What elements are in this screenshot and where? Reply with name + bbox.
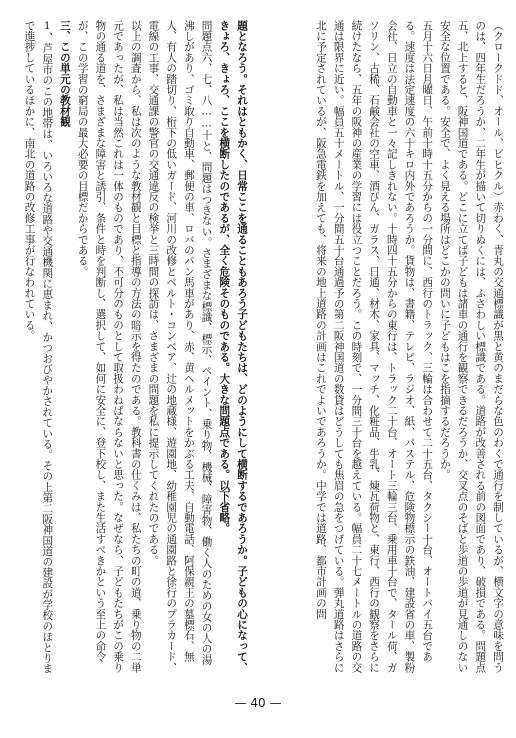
paragraph: 問題点六、七、八……十と、問題はつきない。さまざまな標識、標示、ペイント、乗り物、機械、障害物、働く人のための女の人の湯沸しがあり、ゴミ取り自動車、郵便の車、ロバのパン馬車があり、赤、黄ヘルメットをかぶる工夫、自動電話、阿保親王の墓標石、無人、有人の踏切り、桁下の低いガード、河川の改修とベルト・コンベア、辻の地蔵様、遊園地、幼稚園児の通園路と徐行のプラカード、電線の工事、交通課の警官の交通違反の検挙と三時間の探訪は、さまざまの問題を私に提示してくれたのである。 xyxy=(147,20,213,673)
left-text-column xyxy=(10,20,250,675)
right-text-column xyxy=(268,20,506,675)
section-heading: 三、この単元の教材観 xyxy=(58,20,71,127)
page-number: — 40 — xyxy=(234,696,282,710)
paragraph: （クロークドド、オール、ビヒクル）赤わく、青丸の交通標識が黒と黄のまだらな色のわくで通行を制しているが、横文字の意味を問うのは、四年生だろうか、二年生が描いて切りぬくには、ふさわしい標識である。道路が改善される前の図面であり、破損である。問題点五、北上すると、阪神国道である。どこに立てば子どもは諸車の通行を観察できるだろうか、交叉点のそばと歩道の歩道が見通しのない安全な位置である。安全で、よく見える場所はどこかの問いに子どもはこを指摘するだろうか。 xyxy=(438,20,504,673)
paragraph: 題となろう。それはともかく、日常ここを通ることもあろう子どもたちは、どのようにして横断するであろうか。子どもの心になって、きょろ、きょろ、ここを横断したのであるが、全く危険そのものである。大きな問題点である。以下省略。 xyxy=(218,20,248,673)
paragraph: 五月十六日月曜日、午前十時十五分からの一分間に、西行のトラック、三輪は合わせて二十五台、タクシー十台、オートバイ五台である。速度は法定速度の六十キロ内外であろうか。貨物は、書籍、テレビ、ラジオ、紙、パステル、危険物標示の鉄油、建設省の車、製粉会社、日立の自動車と一々記しきれない。十時四十五分からの東行は、トラック二十台、オート三輪三台、乗用車十台で、タール荷、ガソリン、古稀、石鹸会社の空車、酒びん、ガラス、日通、材木、家具、マッチ、化粧品、牛乳、煉瓦荷物と、東行、西行の観察をさらに続けたなら、五年の阪神の産業の学習には役立つことだろう。この時刻で、一分間三十台を越えている。幅員二十七メートルの道路の交通は限界に近い。幅員五十メートル、一分間五十台通過予の第二阪神国道の数貸はどうしても焦眉の急をつげている。弾丸道路はさらに北に予定されているが、阪急電鉄を加えても、将来の地上道路の計画はこれでよいであろうか。中学では道路、都市計画の問 xyxy=(314,20,434,673)
paragraph: 1、芦屋市のこの地帯は、いろいろな道路や交通機関に恵まれ、かつおびやかされている。その上第二阪神国道の建設が学校のほとりまで進捗しているほかに、南北の道路の改修工事が行なわれている。 xyxy=(23,20,54,675)
paragraph: 以上の調査から、私は次のような教材観と目標と指導の方法の暗示を得たのである。教科書の仕くみは、私たちの町の道、乗り物の二単元であったが、私は当然これは一体のものであり、不可分のものとして取扱わねばならないと思った。なぜなら、子どもたちがこの乗り物の通る道を、さまざまな障害と誘引、条件と時を判断し、選択して、如何に安全に、登下校し、また生活すべきかという至上の命令が、この学習の窮局の最大必要の目標だからである。 xyxy=(76,20,142,673)
